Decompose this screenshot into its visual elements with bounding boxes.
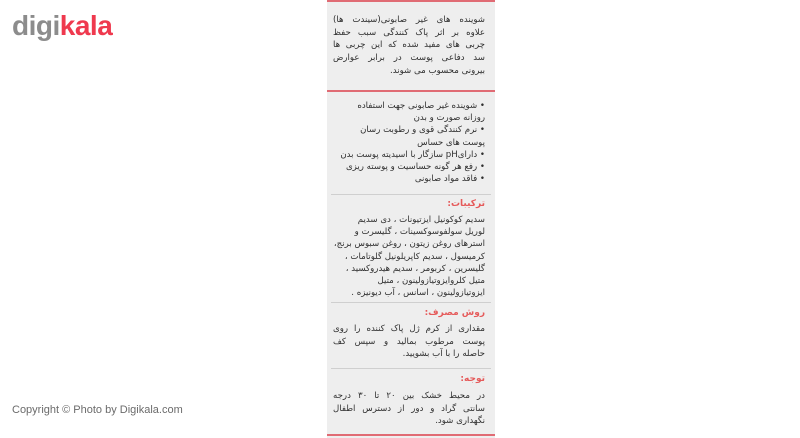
features-list: [333, 100, 485, 185]
digikala-logo: [12, 12, 112, 40]
section-divider: [331, 194, 491, 195]
usage-line: حاصله را با آب بشویید.: [402, 349, 485, 360]
feature-line: • فاقد مواد صابونی: [414, 174, 485, 185]
note-line: نگهداری شود.: [435, 416, 485, 427]
section-divider: [331, 302, 491, 303]
intro-line: سد دفاعی پوست در برابر عوارض: [333, 53, 485, 64]
section-divider: [331, 368, 491, 369]
feature-line: روزانه صورت و بدن: [413, 113, 485, 124]
intro-line: بیرونی محسوب می شوند.: [389, 65, 485, 76]
usage-line: پوست مرطوب بمالید و سپس کف: [333, 336, 485, 347]
note-paragraph: [333, 390, 485, 428]
usage-heading: روش مصرف:: [424, 308, 485, 318]
ingredients-list: [333, 214, 485, 299]
note-line: در محیط خشک بین ۲۰ تا ۳۰ درجه: [333, 391, 485, 401]
intro-paragraph: [333, 14, 485, 78]
intro-line: علاوه بر اثر پاک کنندگی سبب حفظ: [333, 27, 485, 38]
ingredient-line: ایزوتیازولینون ، اسانس ، آب دیونیزه .: [351, 288, 485, 299]
note-heading: توجه:: [460, 374, 485, 384]
logo-part-kala: kala: [59, 10, 113, 41]
feature-line: • دارایpH سازگار با اسیدیته پوست بدن: [340, 149, 485, 160]
note-line: سانتی گراد و دور از دسترس اطفال: [333, 403, 485, 414]
ingredient-line: گلیسرین ، کربومر ، سدیم هیدروکسید ،: [345, 263, 485, 274]
ingredient-line: متیل کلروایزوتیازولینون ، متیل: [377, 276, 485, 287]
bottom-accent-rule: [327, 434, 495, 436]
usage-paragraph: [333, 323, 485, 361]
top-accent-rule: [327, 0, 495, 2]
intro-line: شوینده های غیر صابونی(سیندت ها): [333, 15, 485, 25]
ingredient-line: کرمیسول ، سدیم کاپریلونیل گلوتامات ،: [344, 251, 485, 262]
usage-line: مقداری از کرم ژل پاک کننده را روی: [333, 324, 485, 334]
feature-line: • رفع هر گونه حساسیت و پوسته ریزی: [345, 162, 485, 173]
ingredient-line: استرهای روغن زیتون ، روغن سبوس برنج،: [333, 239, 485, 250]
ingredients-heading: ترکیبات:: [447, 199, 485, 209]
ingredient-line: لوریل سولفوسوکسینات ، گلیسرت و: [354, 227, 485, 238]
feature-line: • شوینده غیر صابونی جهت استفاده: [357, 101, 485, 111]
product-info-panel: [327, 0, 495, 438]
logo-part-digi: digi: [12, 10, 60, 41]
ingredient-line: سدیم کوکونیل ایزتیونات ، دی سدیم: [357, 215, 485, 225]
feature-line: • نرم کنندگی قوی و رطوبت رسان: [360, 125, 485, 136]
photo-credit: Copyright © Photo by Digikala.com: [12, 404, 183, 416]
feature-line: پوست های حساس: [417, 137, 485, 148]
intro-line: چربی های مفید شده که این چربی ها: [333, 40, 485, 51]
section-divider: [327, 90, 495, 92]
